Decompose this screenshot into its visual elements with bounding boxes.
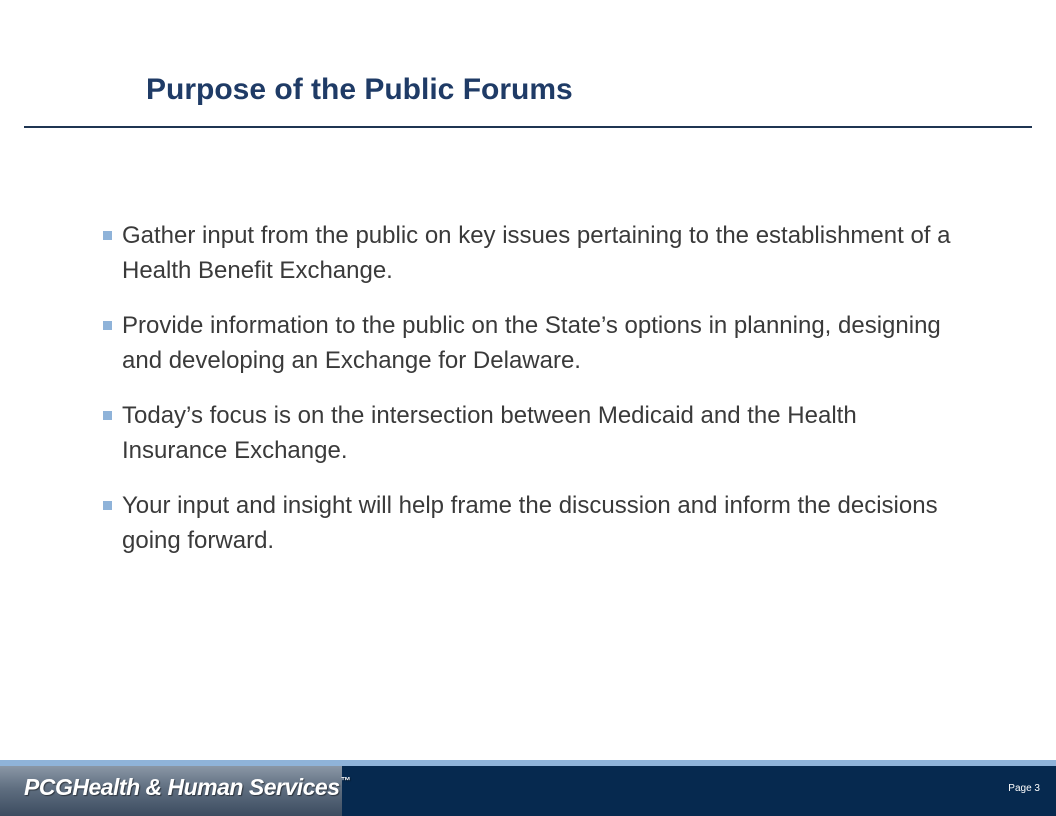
square-bullet-icon — [103, 231, 112, 240]
bullet-text: Provide information to the public on the State’s options in planning, designing and developing an Exchange for Delaware. — [122, 312, 941, 374]
bullet-item — [100, 398, 960, 468]
title-divider — [24, 126, 1032, 128]
bullet-item — [100, 218, 960, 288]
footer-bar — [0, 766, 1056, 816]
trademark-symbol: ™ — [340, 776, 351, 787]
square-bullet-icon — [103, 321, 112, 330]
page-number: Page 3 — [1008, 783, 1040, 794]
bullet-item — [100, 308, 960, 378]
bullet-item — [100, 488, 960, 558]
company-logo-text: PCGHealth & Human Services — [24, 774, 340, 800]
company-logo — [24, 774, 350, 801]
bullet-list — [100, 218, 960, 578]
bullet-text: Today’s focus is on the intersection between Medicaid and the Health Insurance Exchange. — [122, 402, 857, 464]
bullet-text: Gather input from the public on key issues pertaining to the establishment of a Health Benefit Exchange. — [122, 222, 951, 284]
bullet-text: Your input and insight will help frame the discussion and inform the decisions going forward. — [122, 492, 938, 554]
footer-logo-panel — [0, 766, 351, 816]
slide-title: Purpose of the Public Forums — [146, 73, 573, 106]
square-bullet-icon — [103, 411, 112, 420]
square-bullet-icon — [103, 501, 112, 510]
